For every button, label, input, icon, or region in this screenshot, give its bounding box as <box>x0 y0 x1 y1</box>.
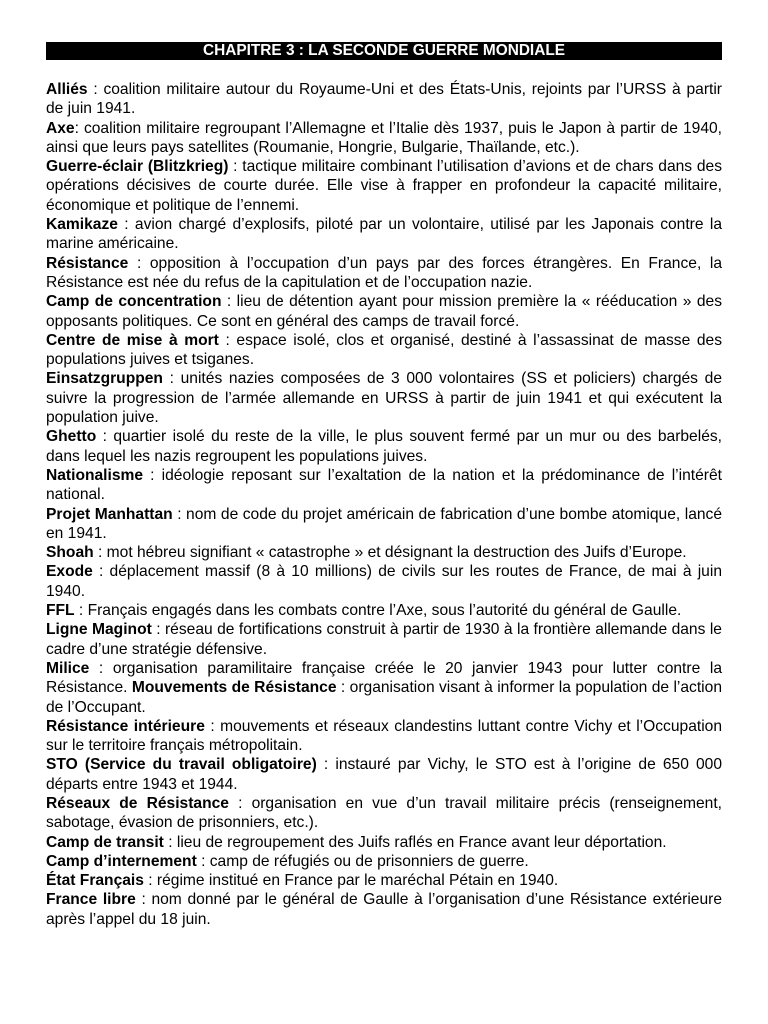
term: État Français <box>46 872 144 890</box>
entry-sto <box>46 755 722 794</box>
entry-camp-d-internement <box>46 852 722 871</box>
definition: : opposition à l’occupation d’un pays par des forces étrangères. En France, la Résistance est née du refus de la capitulation et de l’occupation nazie. <box>46 254 722 291</box>
entry-milice <box>46 659 722 717</box>
term: Réseaux de Résistance <box>46 794 229 812</box>
definition: : mouvements et réseaux clandestins luttant contre Vichy et l’Occupation sur le territoire français métropolitain. <box>46 717 723 755</box>
term: Camp d’internement <box>46 852 197 870</box>
definition: : Français engagés dans les combats contre l’Axe, sous l’autorité du général de Gaulle. <box>74 602 682 620</box>
term: Ghetto <box>46 428 97 446</box>
definition: : déplacement massif (8 à 10 millions) de civils sur les routes de France, de mai à juin 1940. <box>46 563 722 600</box>
entry-france-libre <box>46 890 722 929</box>
term: Centre de mise à mort <box>46 331 219 349</box>
chapter-title-bar <box>46 42 722 60</box>
definition: : réseau de fortifications construit à partir de 1930 à la frontière allemande dans le cadre d’une stratégie défensive. <box>46 621 722 658</box>
term: STO (Service du travail obligatoire) <box>46 756 317 774</box>
definition: : nom de code du projet américain de fabrication d’une bombe atomique, lancé en 1941. <box>46 505 723 542</box>
entry-camp-de-concentration <box>46 292 722 331</box>
entry-reseaux-de-resistance <box>46 794 722 833</box>
entry-exode <box>46 562 722 601</box>
definition: : tactique militaire combinant l’utilisation d’avions et de chars dans des opérations décisives de courte durée. Elle vise à frapper en profondeur la capacité militaire, économique et politique de l’ennemi. <box>46 158 722 214</box>
term: Milice <box>46 659 90 677</box>
definition: : quartier isolé du reste de la ville, le plus souvent fermé par un mur ou des barbelés, dans lequel les nazis regroupent les populations juives. <box>46 428 722 465</box>
term: Shoah <box>46 544 94 562</box>
term: Résistance intérieure <box>46 717 205 735</box>
definition: : organisation paramilitaire française créée le 20 janvier 1943 pour lutter contre la Résistance. <box>46 659 722 697</box>
definition: : organisation en vue d’un travail militaire précis (renseignement, sabotage, évasion de prisonniers, etc.). <box>46 794 723 832</box>
term: Résistance <box>46 254 129 272</box>
definition: : coalition militaire regroupant l’Allemagne et l’Italie dès 1937, puis le Japon à partir de 1940, ainsi que leurs pays satellites (Roumanie, Hongrie, Bulgarie, Thaïlande, etc.). <box>46 119 722 156</box>
term: Mouvements de Résistance <box>131 679 337 697</box>
entry-shoah <box>46 543 722 562</box>
entry-ghetto <box>46 427 722 466</box>
term: Kamikaze <box>46 216 118 234</box>
definition: : mot hébreu signifiant « catastrophe » et désignant la destruction des Juifs d’Europe. <box>93 544 687 562</box>
definition: : unités nazies composées de 3 000 volontaires (SS et policiers) chargés de suivre la progression de l’armée allemande en URSS à partir de juin 1941 et qui exécutent la population juive. <box>46 370 722 427</box>
definition: : lieu de détention ayant pour mission première la « rééducation » des opposants politiques. Ce sont en général des camps de travail forcé. <box>46 293 722 330</box>
term: France libre <box>46 891 136 909</box>
term: Ligne Maginot <box>46 621 152 639</box>
entry-ligne-maginot <box>46 620 722 659</box>
entry-etat-francais <box>46 871 722 890</box>
term: Einsatzgruppen <box>46 370 163 388</box>
entry-centre-de-mise-a-mort <box>46 331 722 370</box>
term: Camp de transit <box>46 833 164 851</box>
term: Guerre-éclair (Blitzkrieg) <box>46 158 229 176</box>
entry-camp-de-transit <box>46 833 722 852</box>
definition: : avion chargé d’explosifs, piloté par un volontaire, utilisé par les Japonais contre la marine américaine. <box>46 216 722 253</box>
entry-projet-manhattan <box>46 505 722 544</box>
definition: : coalition militaire autour du Royaume-Uni et des États-Unis, rejoints par l’URSS à partir de juin 1941. <box>46 81 722 118</box>
glossary <box>46 80 722 929</box>
entry-allies <box>46 80 722 119</box>
term: FFL <box>46 602 75 620</box>
definition: : espace isolé, clos et organisé, destiné à l’assassinat de masse des populations juives et tsiganes. <box>46 331 722 369</box>
entry-resistance-interieure <box>46 717 722 756</box>
entry-nationalisme <box>46 466 722 505</box>
definition: : lieu de regroupement des Juifs raflés en France avant leur déportation. <box>163 833 667 851</box>
chapter-title: CHAPITRE 3 : LA SECONDE GUERRE MONDIALE <box>203 42 565 59</box>
entry-ffl <box>46 601 722 620</box>
definition: : régime institué en France par le maréchal Pétain en 1940. <box>143 872 559 890</box>
definition: : organisation visant à informer la population de l’action de l’Occupant. <box>46 679 722 716</box>
definition: : camp de réfugiés ou de prisonniers de guerre. <box>196 852 529 870</box>
term: Alliés <box>46 81 88 98</box>
definition: : idéologie reposant sur l’exaltation de la nation et la prédominance de l’intérêt national. <box>46 466 722 504</box>
definition: : nom donné par le général de Gaulle à l’organisation d’une Résistance extérieure après l’appel du 18 juin. <box>46 891 722 928</box>
term: Axe <box>46 119 75 137</box>
entry-kamikaze <box>46 215 722 254</box>
entry-einsatzgruppen <box>46 369 722 427</box>
term: Camp de concentration <box>46 293 222 311</box>
term: Nationalisme <box>46 466 144 484</box>
term: Projet Manhattan <box>46 505 173 523</box>
definition: : instauré par Vichy, le STO est à l’origine de 650 000 départs entre 1943 et 1944. <box>46 756 722 793</box>
entry-axe <box>46 119 722 158</box>
entry-resistance <box>46 254 722 293</box>
entry-guerre-eclair <box>46 157 722 215</box>
term: Exode <box>46 563 93 581</box>
